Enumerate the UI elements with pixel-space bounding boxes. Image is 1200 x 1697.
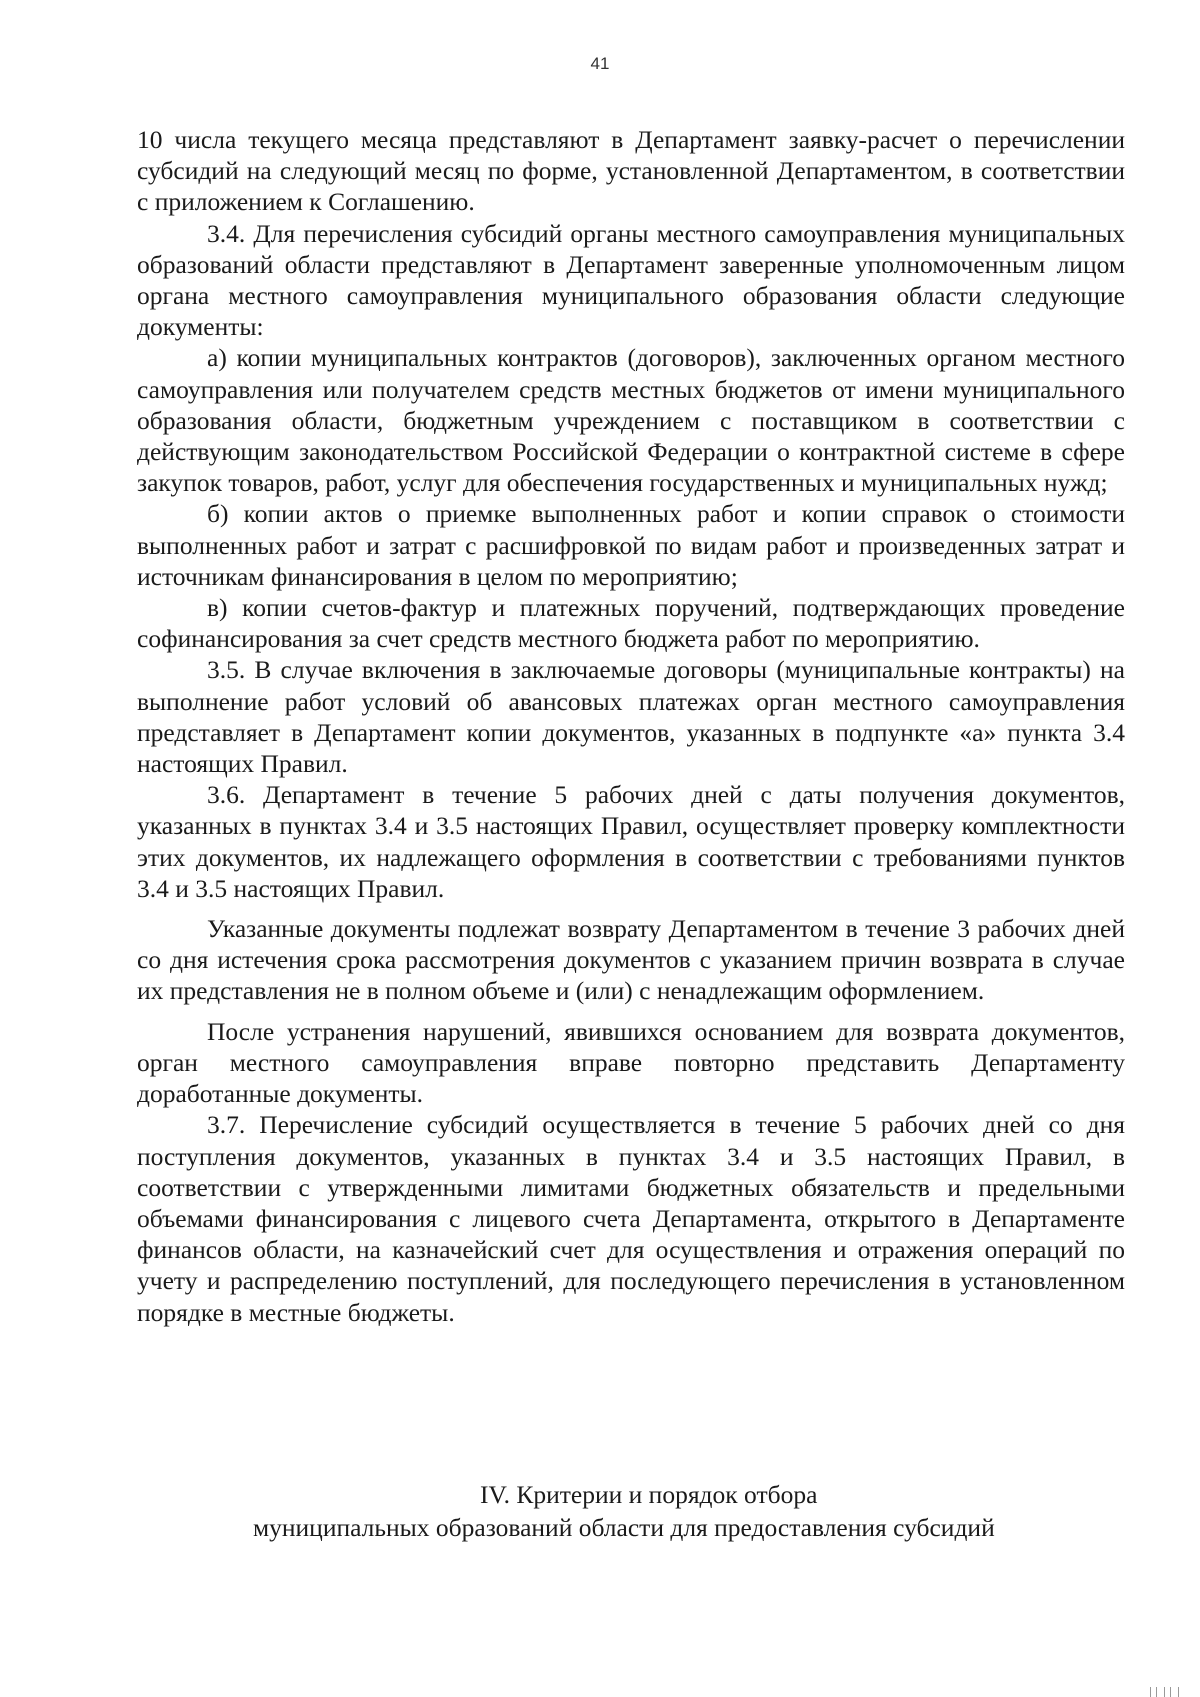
- section-heading-line-1: IV. Критерии и порядок отбора: [480, 1480, 818, 1509]
- paragraph-3-6: 3.6. Департамент в течение 5 рабочих дней с даты получения документов, указанных в пунктах 3.4 и 3.5 настоящих Правил, осуществляет проверку комплектности этих документов, их надлежащего оформления в соответствии с требованиями пунктов 3.4 и 3.5 настоящих Правил.: [137, 780, 1125, 903]
- paragraph-resubmission: После устранения нарушений, явившихся основанием для возврата документов, орган местного самоуправления вправе повторно представить Департаменту доработанные документы.: [137, 1016, 1125, 1109]
- paragraph-return-documents: Указанные документы подлежат возврату Департаментом в течение 3 рабочих дней со дня истечения срока рассмотрения документов с указанием причин возврата в случае их представления не в полном объеме и (или) с ненадлежащим оформлением.: [137, 914, 1125, 1006]
- paragraph-3-4-b: б) копии актов о приемке выполненных работ и копии справок о стоимости выполненных работ и затрат с расшифровкой по видам работ и произведенных затрат и источникам финансирования в целом по мероприятию;: [137, 499, 1125, 591]
- paragraph-3-4: 3.4. Для перечисления субсидий органы местного самоуправления муниципальных образований области представляют в Департамент заверенные уполномоченным лицом органа местного самоуправления муниципального образования области следующие документы:: [137, 218, 1125, 342]
- page-number: 41: [590, 54, 610, 73]
- section-heading-line-2: муниципальных образований области для предоставления субсидий: [253, 1513, 995, 1542]
- paragraph-continuation: 10 числа текущего месяца представляют в Департамент заявку-расчет о перечислении субсидий на следующий месяц по форме, установленной Департаментом, в соответствии с приложением к Соглашению.: [137, 125, 1125, 217]
- document-body: [137, 124, 1125, 1328]
- paragraph-3-5: 3.5. В случае включения в заключаемые договоры (муниципальные контракты) на выполнение работ условий об авансовых платежах орган местного самоуправления представляет в Департамент копии документов, указанных в подпункте «а» пункта 3.4 настоящих Правил.: [137, 655, 1125, 779]
- paragraph-3-4-a: а) копии муниципальных контрактов (договоров), заключенных органом местного самоуправления или получателем средств местных бюджетов от имени муниципального образования области, бюджетным учреждением с поставщиком в соответствии с действующим законодательством Российской Федерации о контрактной системе в сфере закупок товаров, работ, услуг для обеспечения государственных и муниципальных нужд;: [137, 343, 1125, 498]
- section-heading: [137, 1478, 1125, 1544]
- paragraph-3-4-v: в) копии счетов-фактур и платежных поручений, подтверждающих проведение софинансирования за счет средств местного бюджета работ по мероприятию.: [137, 593, 1125, 654]
- scan-edge-marks: [1130, 1685, 1200, 1697]
- paragraph-3-7: 3.7. Перечисление субсидий осуществляется в течение 5 рабочих дней со дня поступления документов, указанных в пунктах 3.4 и 3.5 настоящих Правил, в соответствии с утвержденными лимитами бюджетных обязательств и предельными объемами финансирования с лицевого счета Департамента, открытого в Департаменте финансов области, на казначейский счет для осуществления и отражения операций по учету и распределению поступлений, для последующего перечисления в установленном порядке в местные бюджеты.: [137, 1110, 1125, 1327]
